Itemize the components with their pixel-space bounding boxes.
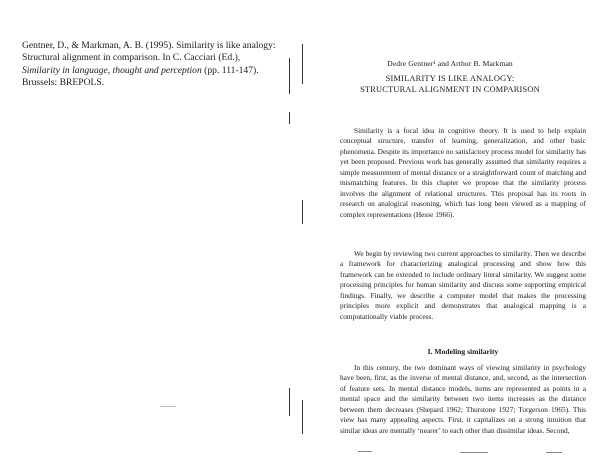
- body-paragraph-3-block: [340, 363, 586, 436]
- title-line-2: STRUCTURAL ALIGNMENT IN COMPARISON: [360, 84, 540, 94]
- scan-edge-mark: [302, 400, 303, 434]
- body-paragraph-2: We begin by reviewing two current approaches to similarity. Then we describe a framework for characterizing analogical processing and show how this framework can be extended to include ordinary literal similarity. We suggest some processing principles for human similarity and discuss some supporting empirical findings. Finally, we describe a computer model that makes the processing principles more explicit and demonstrates that analogical mapping is a computationally viable process.: [340, 249, 586, 321]
- citation-line-2: Structural alignment in comparison. In C. Cacciari (Ed.),: [22, 52, 241, 64]
- body-paragraph-1-block: [340, 126, 586, 220]
- title-line-1: SIMILARITY IS LIKE ANALOGY:: [385, 74, 515, 83]
- scan-edge-mark: [302, 200, 303, 224]
- citation-block: [22, 40, 292, 90]
- scan-edge-mark: [289, 388, 290, 416]
- body-paragraph-1: Similarity is a focal idea in cognitive theory. It is used to help explain conceptual structure, transfer of learning, generalization, and other basic phenomena. Despite its importance no satisfactory process model for similarity has yet been proposed. Previous work has generally assumed that similarity requires a simple measurement of mental distance or a straightforward count of matching and mismatching features. In this chapter we propose that the similarity process involves the alignment of relational structures. This proposal has its roots in research on analogical reasoning, which has long been viewed as a mapping of complex representations (Hesse 1966).: [340, 126, 586, 219]
- body-paragraph-2-block: [340, 249, 586, 322]
- scan-edge-mark: [289, 112, 290, 124]
- section-heading: I. Modeling similarity: [427, 347, 499, 356]
- citation-pages: (pp. 111-147).: [201, 64, 259, 76]
- right-page: [300, 0, 600, 464]
- scan-speck: [460, 452, 488, 453]
- scan-speck: [546, 452, 562, 453]
- citation-line-3: [22, 65, 292, 77]
- scan-speck: [358, 451, 372, 452]
- citation-line-1: Gentner, D., & Markman, A. B. (1995). Similarity is like analogy:: [22, 40, 276, 51]
- citation-line-4: Brussels: BREPOLS.: [22, 77, 105, 89]
- chapter-title: [300, 74, 600, 96]
- authors-line: Dedre Gentner¹ and Arthur B. Markman: [387, 59, 513, 68]
- citation-book-title: Similarity in language, thought and perception: [22, 64, 202, 76]
- scan-speck: [160, 406, 176, 407]
- body-paragraph-3: In this century, the two dominant ways of viewing similarity in psychology have been, first, as the inverse of mental distance, and, second, as the intersection of feature sets. In mental distance models, items are represented as points in a mental space and the similarity between two items increases as the distance between them decreases (Shepard 1962; Thurstone 1927; Torgerson 1965). This view has many appealing aspects. First, it capitalizes on a strong intuition that similar ideas are mentally ‘nearer’ to each other than dissimilar ideas. Second,: [340, 363, 586, 435]
- scan-edge-mark: [289, 58, 290, 94]
